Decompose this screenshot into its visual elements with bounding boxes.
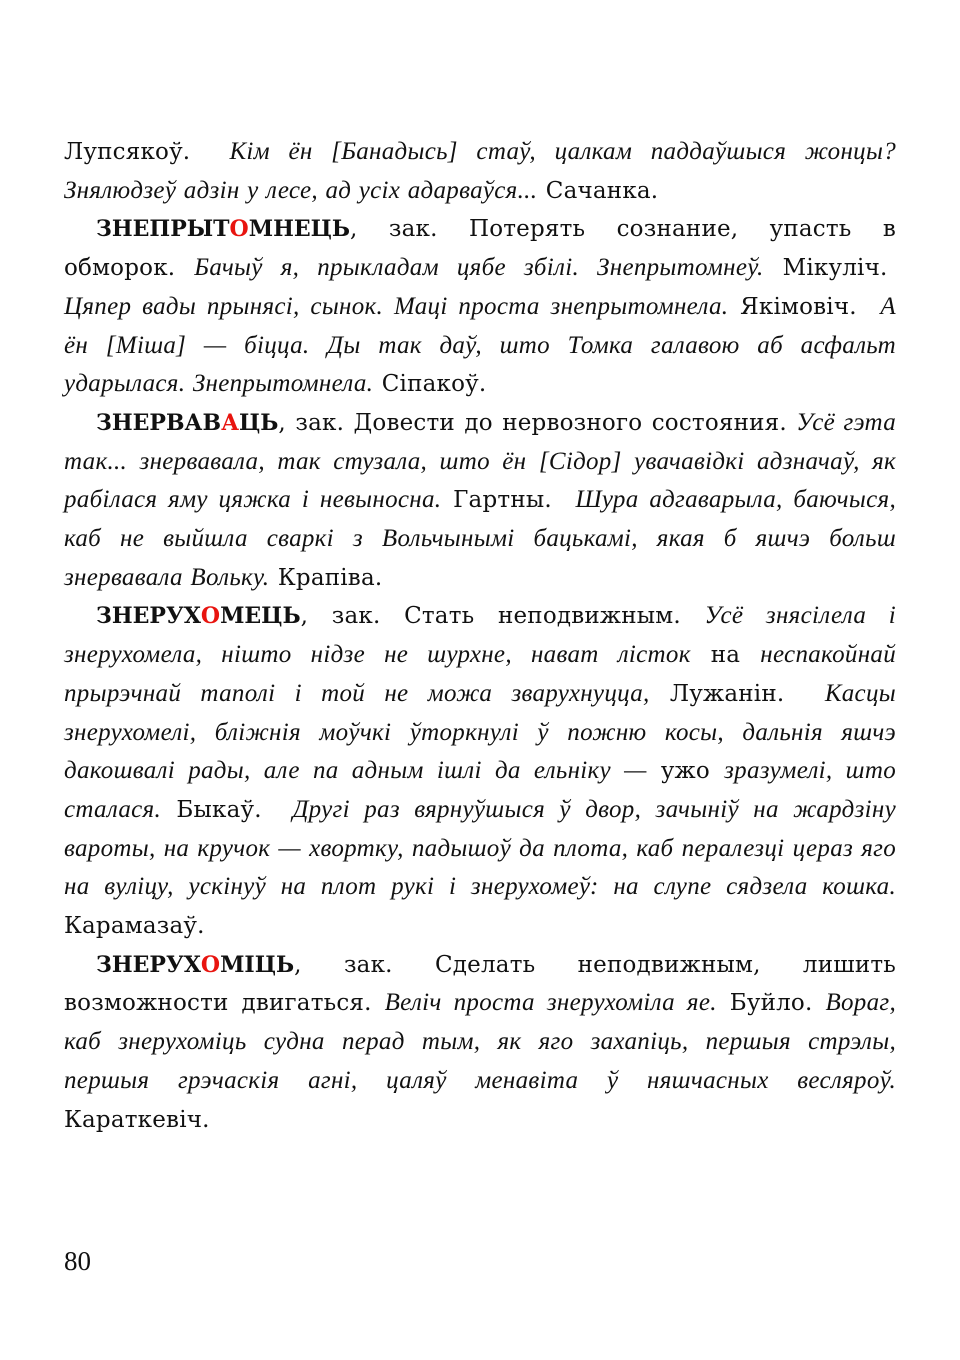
definition: Сделать неподвижным, лишить возможности двигаться. [64, 951, 896, 1017]
roman-word: ужо [660, 758, 710, 785]
citation-author: Якімовіч. [740, 293, 857, 320]
citation-author: Мікуліч. [782, 255, 888, 282]
citation-quote: Цяпер вады прынясі, сынок. Маці проста знепрытомнела. [64, 292, 729, 320]
citation-quote: Вораг, каб знерухоміць судна перад тым, як яго захапіць, першыя стрэлы, першыя грэчаскія агні, цаляў менавіта ў няшчасных весляроў. [64, 989, 897, 1094]
citation-author: Карамазаў. [64, 913, 205, 940]
citation-quote: Другі раз вярнуўшыся ў двор, зачыніў на жардзіну вароты, на кручок — хвортку, падышоў да плота, каб пералезці цераз яго на вуліцу, ускінуў на плот рукі і знерухомеў: на слупе сядзела кошка. [64, 795, 896, 901]
grammar-label: , зак. [350, 216, 438, 243]
headword: ЗНЕРВАВАЦЬ [96, 409, 279, 436]
dictionary-entry [64, 946, 896, 1140]
dictionary-entry [64, 210, 896, 404]
citation-quote: Бачыў я, прыкладам цябе збілі. Знепрытомнеў. [194, 254, 764, 282]
dictionary-entry [64, 597, 896, 945]
grammar-label: , зак. [294, 951, 393, 978]
citation-quote: неспакойнай прырэчнай таполі і той не можа зварухнуцца, [64, 641, 896, 707]
definition: Стать неподвижным. [404, 603, 681, 630]
citation-quote: А ён [Міша] — біцца. Ды так даў, што Томка галавою аб асфальт ударылася. Знепрытомнела. [64, 292, 896, 398]
citation-author: Быкаў. [176, 796, 262, 823]
citation-author: Лупсякоў. [64, 139, 191, 165]
citation-quote: Шура адгаварыла, баючыся, каб не выйшла сваркі з Вольчынымі бацькамі, якая б яшчэ больш знервавала Вольку. [64, 486, 896, 591]
roman-word: на [710, 642, 741, 669]
citation-author: Буйло. [729, 990, 813, 1017]
citation-author: Гартны. [453, 487, 552, 514]
headword: ЗНЕРУХОМЕЦЬ [96, 603, 301, 630]
stressed-letter: О [200, 951, 221, 978]
citation-author: Лужанін. [669, 680, 785, 707]
definition: Потерять сознание, упасть в обморок. [64, 216, 896, 282]
citation-author: Караткевіч. [64, 1106, 210, 1133]
citation-author: Сіпакоў. [381, 371, 487, 398]
stressed-letter: О [200, 603, 221, 630]
citation-author: Крапіва. [277, 564, 383, 591]
citation-quote: Кім ён [Банадысь] стаў, цалкам паддаўшыся жонцы? Знялюдзеў адзін у лесе, ад усіх адарваўся... [64, 138, 896, 204]
stressed-letter: О [229, 216, 249, 243]
citation-quote: зразумелі, што сталася. [64, 757, 896, 823]
citation-quote: Веліч проста знерухоміла яе. [384, 989, 717, 1017]
citation-quote: Усё гэта так... знервавала, так стузала, што ён [Сідор] увачавідкі адзначаў, як рабілася яму цяжка і невыносна. [64, 408, 896, 514]
page-number: 80 [64, 1246, 91, 1276]
citation-author: Сачанка. [545, 177, 659, 204]
dictionary-page [64, 133, 896, 1139]
headword: ЗНЕРУХОМІЦЬ [96, 951, 295, 978]
citation-quote: Усё знясілела і знерухомела, нішто нідзе не шурхне, нават лісток [64, 602, 897, 669]
continued-entry [64, 133, 896, 210]
stressed-letter: А [221, 409, 239, 436]
headword: ЗНЕПРЫТОМНЕЦЬ [96, 216, 351, 243]
grammar-label: , зак. [278, 409, 345, 436]
definition: Довести до нервозного состояния. [353, 409, 787, 436]
dictionary-entry [64, 404, 896, 598]
citation-quote: Касцы знерухомелі, бліжнія моўчкі ўторкнулі ў пожню косы, дальнія яшчэ дакошвалі рады, але па адным ішлі да ельніку — [64, 679, 896, 785]
grammar-label: , зак. [300, 603, 381, 630]
